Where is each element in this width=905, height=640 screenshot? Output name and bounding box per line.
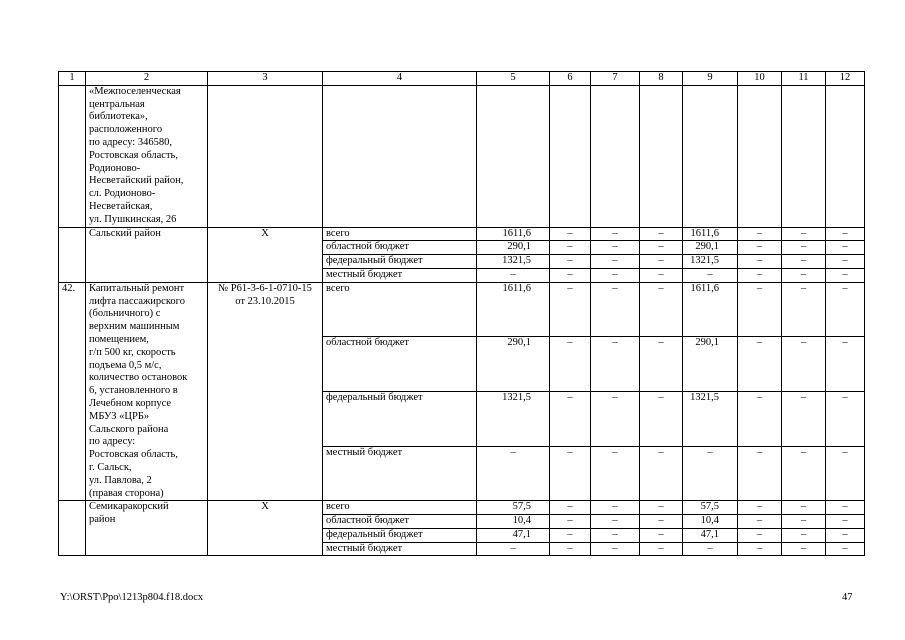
value-cell: – [738, 255, 782, 269]
text-line: Сальского района [89, 423, 169, 435]
value-cell: – [550, 241, 591, 255]
funding-source: федеральный бюджет [323, 392, 477, 447]
column-number: 9 [683, 72, 738, 86]
column-number-row [59, 72, 865, 86]
value-cell: – [550, 227, 591, 241]
text-line: г. Сальск, [89, 461, 132, 473]
value-cell: 290,1 [477, 337, 550, 392]
value-cell: – [782, 501, 826, 515]
text-line: подъема 0,5 м/с, [89, 359, 162, 371]
value-cell: – [826, 337, 865, 392]
text-line: Семикаракорский [89, 501, 169, 513]
value-cell: – [738, 542, 782, 556]
funding-source: всего [323, 227, 477, 241]
value-cell: – [738, 392, 782, 447]
column-number: 7 [591, 72, 640, 86]
value-cell: 1321,5 [477, 392, 550, 447]
value-cell: – [782, 528, 826, 542]
page-number: 47 [842, 592, 853, 603]
text-line: (больничного) с [89, 308, 161, 320]
value-cell: – [826, 282, 865, 337]
value-cell: – [826, 528, 865, 542]
value-cell: – [591, 255, 640, 269]
row-number [59, 227, 86, 282]
object-name [86, 227, 208, 282]
value-cell: – [738, 501, 782, 515]
value-cell: – [782, 282, 826, 337]
document-reference [208, 282, 323, 501]
value-cell: – [591, 268, 640, 282]
value-cell: – [738, 446, 782, 501]
table-row [59, 282, 865, 337]
row-number [59, 501, 86, 556]
value-cell: – [738, 282, 782, 337]
funding-source: областной бюджет [323, 515, 477, 529]
funding-source: областной бюджет [323, 241, 477, 255]
value-cell: – [826, 501, 865, 515]
text-line: Лечебном корпусе [89, 397, 172, 409]
text-line: Несветайский район, [89, 175, 184, 187]
value-cell: – [782, 337, 826, 392]
value-cell: 10,4 [683, 515, 738, 529]
column-number: 8 [640, 72, 683, 86]
value-cell: – [826, 515, 865, 529]
text-line: район [89, 514, 116, 526]
value-cell: – [591, 542, 640, 556]
value-cell: – [782, 542, 826, 556]
value-cell: 1611,6 [683, 227, 738, 241]
value-cell: – [640, 528, 683, 542]
object-name [86, 501, 208, 556]
value-cell: 1611,6 [477, 227, 550, 241]
value-cell: – [477, 542, 550, 556]
value-cell: – [826, 241, 865, 255]
value-cell: – [550, 282, 591, 337]
value-cell: – [640, 268, 683, 282]
value-cell: – [550, 501, 591, 515]
column-number: 2 [86, 72, 208, 86]
funding-source: всего [323, 282, 477, 337]
object-name [86, 282, 208, 501]
value-cell: – [738, 227, 782, 241]
value-cell: – [477, 446, 550, 501]
value-cell: – [640, 446, 683, 501]
funding-source: местный бюджет [323, 268, 477, 282]
column-number: 6 [550, 72, 591, 86]
value-cell: 1611,6 [683, 282, 738, 337]
value-cell: – [826, 446, 865, 501]
value-cell: – [782, 227, 826, 241]
text-line: ул. Пушкинская, 26 [89, 213, 177, 225]
funding-source: местный бюджет [323, 542, 477, 556]
value-cell: – [591, 227, 640, 241]
column-number: 5 [477, 72, 550, 86]
value-cell: – [826, 542, 865, 556]
value-cell: 47,1 [683, 528, 738, 542]
text-line: по адресу: [89, 436, 136, 448]
value-cell: – [550, 337, 591, 392]
text-line: Несветайская, [89, 200, 153, 212]
funding-source: местный бюджет [323, 446, 477, 501]
value-cell: – [826, 392, 865, 447]
value-cell: – [782, 268, 826, 282]
value-cell: 290,1 [683, 241, 738, 255]
text-line: Х [261, 227, 269, 239]
value-cell: – [591, 392, 640, 447]
value-cell: – [477, 268, 550, 282]
value-cell: – [640, 515, 683, 529]
text-line: лифта пассажирского [89, 295, 185, 307]
table-row [59, 227, 865, 241]
row-number: 42. [59, 282, 86, 501]
text-line: от 23.10.2015 [235, 295, 295, 307]
funding-source: федеральный бюджет [323, 528, 477, 542]
table-row [59, 501, 865, 515]
value-cell: – [826, 255, 865, 269]
value-cell: – [738, 241, 782, 255]
value-cell: – [550, 542, 591, 556]
column-number: 10 [738, 72, 782, 86]
text-line: Х [261, 501, 269, 513]
value-cell: – [782, 515, 826, 529]
document-reference [208, 227, 323, 282]
value-cell: – [683, 446, 738, 501]
text-line: МБУЗ «ЦРБ» [89, 410, 150, 422]
column-number: 12 [826, 72, 865, 86]
value-cell: – [591, 337, 640, 392]
value-cell: 1321,5 [683, 255, 738, 269]
text-line: Ростовская область, [89, 449, 178, 461]
column-number: 3 [208, 72, 323, 86]
column-number: 1 [59, 72, 86, 86]
value-cell: – [640, 241, 683, 255]
text-line: сл. Родионово- [89, 188, 156, 200]
value-cell: – [782, 446, 826, 501]
value-cell: – [826, 227, 865, 241]
text-line: «Межпоселенческая [89, 85, 181, 97]
value-cell: 57,5 [477, 501, 550, 515]
value-cell: – [591, 446, 640, 501]
value-cell: – [550, 528, 591, 542]
text-line: расположенного [89, 124, 163, 136]
text-line: количество остановок [89, 372, 188, 384]
value-cell: – [591, 282, 640, 337]
value-cell: – [782, 392, 826, 447]
value-cell: – [683, 542, 738, 556]
value-cell: – [782, 255, 826, 269]
text-line: № Р61-3-6-1-0710-15 [218, 282, 312, 294]
text-line: по адресу: 346580, [89, 136, 172, 148]
text-line: верхним машинным [89, 321, 180, 333]
continued-object-row [59, 85, 865, 227]
value-cell: – [640, 501, 683, 515]
value-cell: – [738, 515, 782, 529]
text-line: центральная [89, 98, 145, 110]
budget-table [58, 71, 865, 556]
funding-source: областной бюджет [323, 337, 477, 392]
value-cell: 47,1 [477, 528, 550, 542]
value-cell: – [640, 227, 683, 241]
text-line: Капитальный ремонт [89, 282, 185, 294]
funding-source: федеральный бюджет [323, 255, 477, 269]
value-cell: – [640, 255, 683, 269]
value-cell: – [550, 392, 591, 447]
value-cell: – [591, 528, 640, 542]
value-cell: – [550, 515, 591, 529]
value-cell: – [683, 268, 738, 282]
value-cell: 1321,5 [683, 392, 738, 447]
column-number: 4 [323, 72, 477, 86]
value-cell: – [738, 268, 782, 282]
text-line: г/п 500 кг, скорость [89, 346, 176, 358]
value-cell: – [550, 255, 591, 269]
value-cell: – [640, 282, 683, 337]
value-cell: 290,1 [477, 241, 550, 255]
value-cell: – [591, 501, 640, 515]
value-cell: – [550, 446, 591, 501]
text-line: библиотека», [89, 111, 148, 123]
value-cell: 1321,5 [477, 255, 550, 269]
value-cell: – [738, 337, 782, 392]
value-cell: 290,1 [683, 337, 738, 392]
value-cell: – [640, 337, 683, 392]
value-cell: – [640, 542, 683, 556]
value-cell: 1611,6 [477, 282, 550, 337]
value-cell: – [591, 241, 640, 255]
value-cell: – [591, 515, 640, 529]
value-cell: 57,5 [683, 501, 738, 515]
text-line: 6, установленного в [89, 385, 178, 397]
value-cell: 10,4 [477, 515, 550, 529]
value-cell: – [826, 268, 865, 282]
value-cell: – [550, 268, 591, 282]
footer-file-path: Y:\ORST\Ppo\1213p804.f18.docx [60, 592, 204, 603]
text-line: ул. Павлова, 2 [89, 474, 152, 486]
document-reference [208, 501, 323, 556]
value-cell: – [782, 241, 826, 255]
text-line: помещением, [89, 333, 149, 345]
value-cell: – [738, 528, 782, 542]
text-line: Родионово- [89, 162, 141, 174]
text-line: (правая сторона) [89, 487, 164, 499]
value-cell: – [640, 392, 683, 447]
continued-object-name [86, 85, 208, 227]
text-line: Ростовская область, [89, 149, 178, 161]
funding-source: всего [323, 501, 477, 515]
text-line: Сальский район [89, 227, 161, 239]
column-number: 11 [782, 72, 826, 86]
